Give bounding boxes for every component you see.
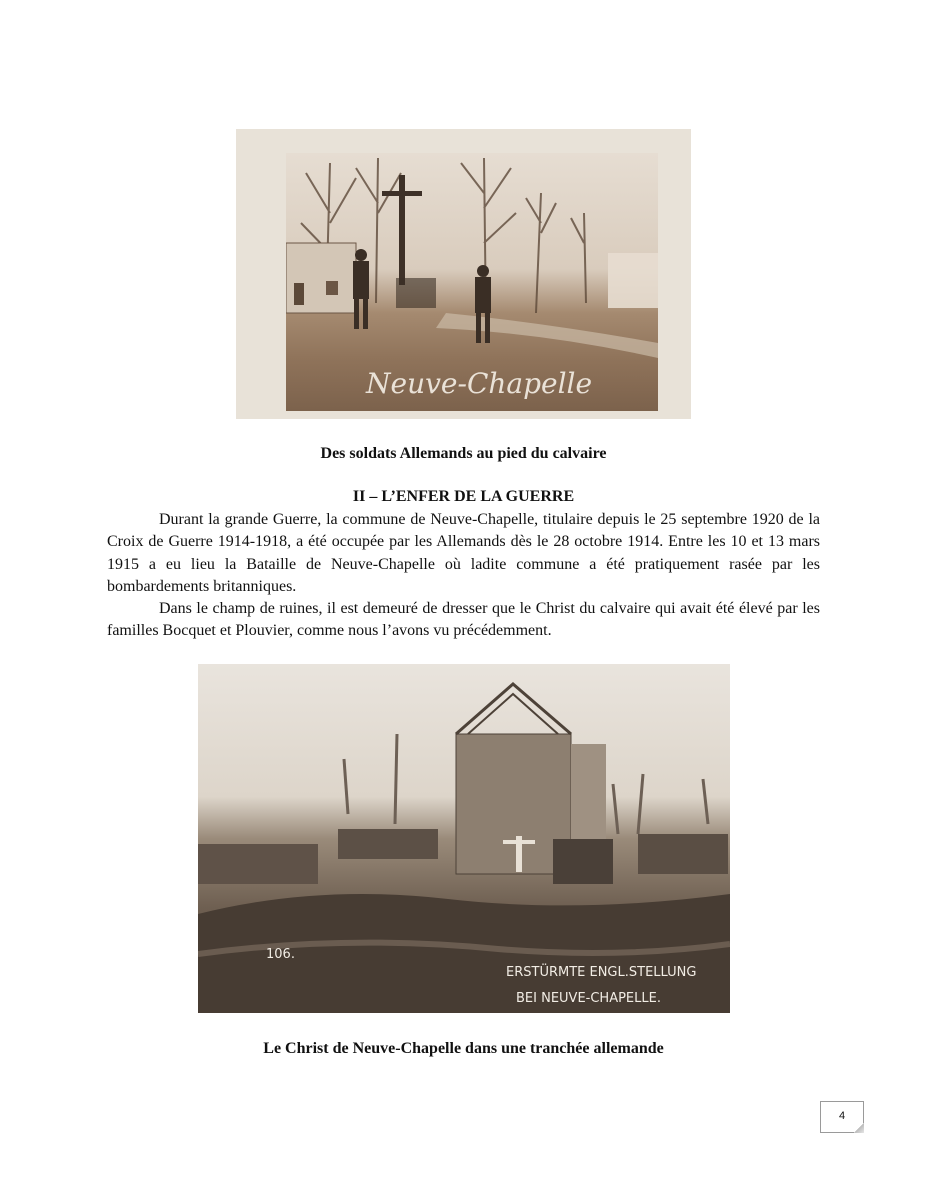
photo-soldiers-calvary bbox=[236, 129, 691, 419]
photo1-inscription: Neuve-Chapelle bbox=[366, 367, 593, 400]
photo-soldiers-calvary-drawing bbox=[286, 153, 658, 411]
section-heading: II – L’ENFER DE LA GUERRE bbox=[352, 488, 575, 505]
page-number-box bbox=[820, 1101, 864, 1133]
photo-soldiers-calvary-image bbox=[286, 153, 658, 411]
photo2-number: 106. bbox=[266, 947, 295, 962]
page-fold-corner bbox=[854, 1123, 864, 1133]
photo2-inscription-line2: BEI NEUVE-CHAPELLE. bbox=[516, 991, 661, 1006]
page-number: 4 bbox=[838, 1110, 846, 1122]
photo-christ-trench-drawing bbox=[198, 664, 730, 1013]
photo2-caption: Le Christ de Neuve-Chapelle dans une tranchée allemande bbox=[263, 1040, 664, 1057]
photo2-inscription-line1: ERSTÜRMTE ENGL.STELLUNG bbox=[506, 965, 697, 980]
paragraph-1: Durant la grande Guerre, la commune de Neuve-Chapelle, titulaire depuis le 25 septembre 1920 de la Croix de Guerre 1914-1918, a été occupée par les Allemands dès le 28 octobre 1914. Entre les 10 et 13 mars 1915 a eu lieu la Bataille de Neuve-Chapelle où ladite commune a été pratiquement rasée par les bombardements britanniques. bbox=[107, 511, 820, 595]
photo-christ-trench bbox=[198, 664, 730, 1013]
paragraph-2: Dans le champ de ruines, il est demeuré de dresser que le Christ du calvaire qui avait été élevé par les familles Bocquet et Plouvier, comme nous l’avons vu précédemment. bbox=[107, 600, 820, 640]
photo1-caption: Des soldats Allemands au pied du calvaire bbox=[320, 445, 607, 462]
section-body bbox=[107, 509, 820, 643]
